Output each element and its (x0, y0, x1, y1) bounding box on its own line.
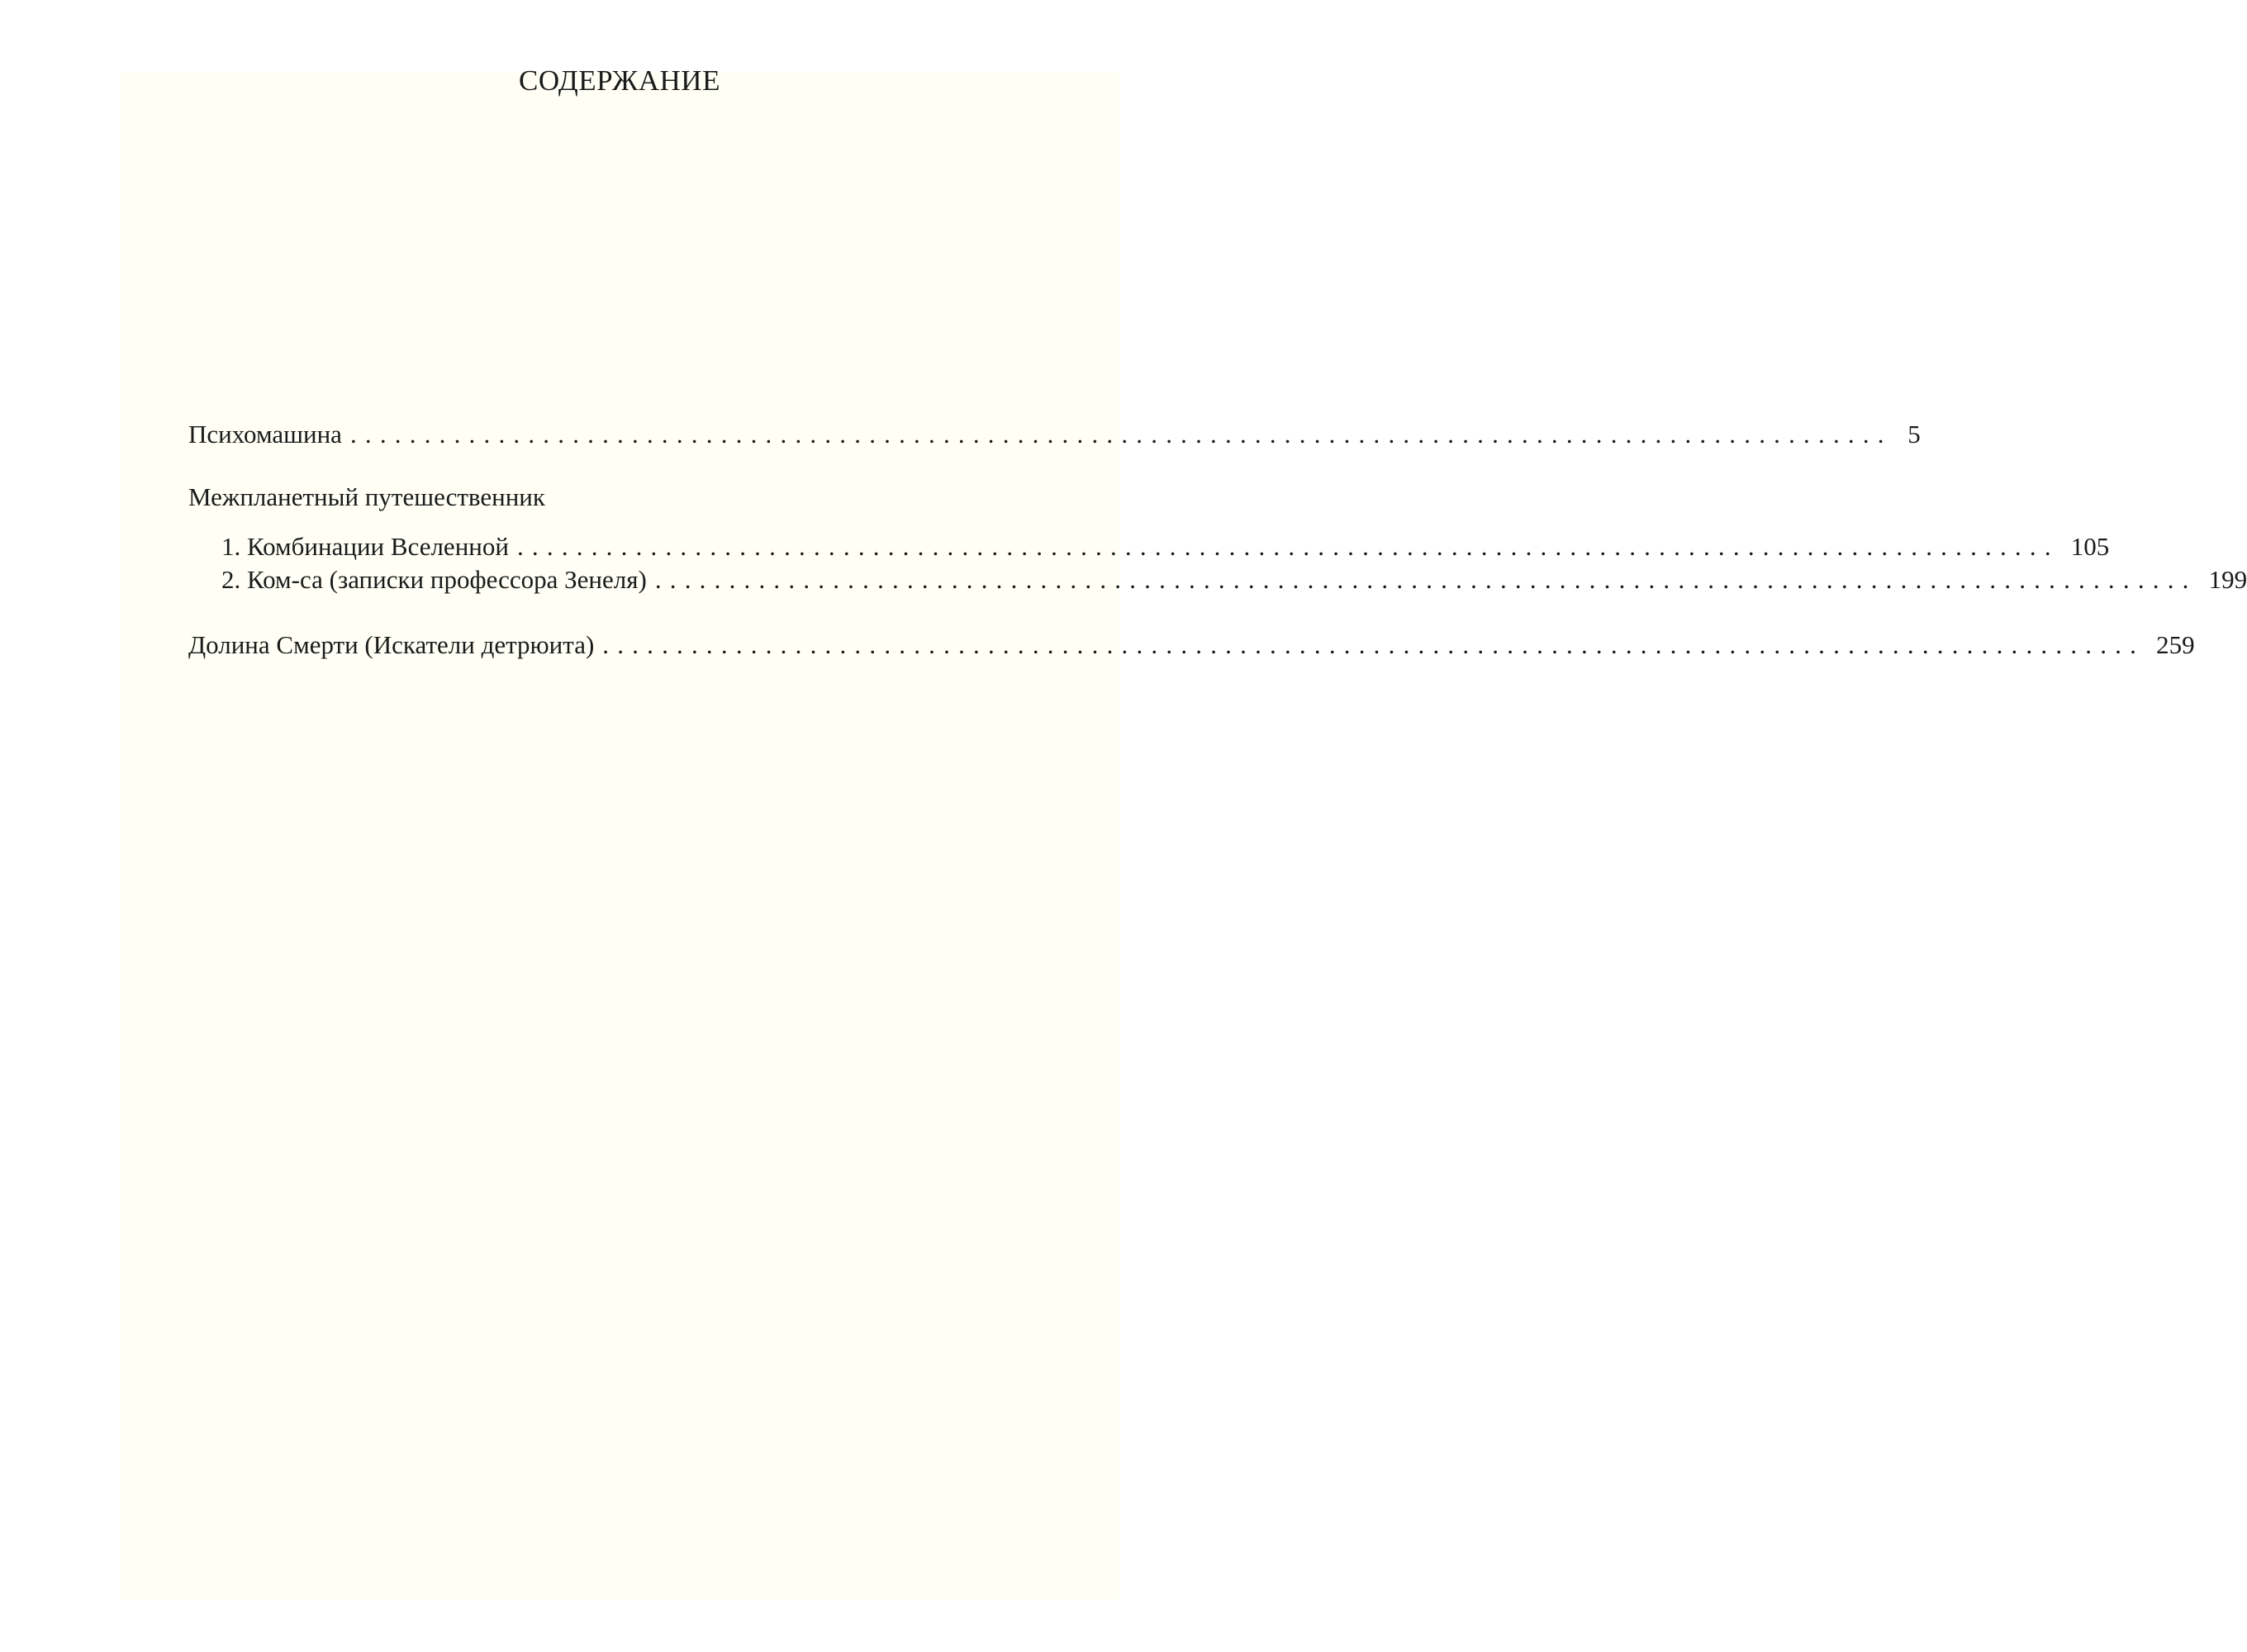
dot-leader: ........................................................................................................ (654, 565, 2197, 594)
toc-entry-interplanetary-traveler[interactable] (188, 482, 1049, 513)
toc-entry-page: 105 (2070, 532, 2110, 561)
toc-entry-page: 199 (2208, 565, 2247, 594)
toc-entry-title: 2. Ком-са (записки профессора Зенеля) (221, 565, 647, 594)
dot-leader: ........................................................................................................ (516, 532, 2059, 561)
toc-entry-death-valley[interactable] (188, 629, 2195, 661)
toc-entry-title: 1. Комбинации Вселенной (221, 532, 509, 561)
dot-leader: ........................................................................................................ (349, 420, 1893, 449)
toc-entry-title: Долина Смерти (Искатели детрюита) (188, 630, 595, 659)
page-sheet (120, 73, 1119, 1599)
toc-entry-page: 5 (1907, 420, 1921, 449)
toc-entry-title: Межпланетный путешественник (188, 482, 545, 511)
toc-heading: СОДЕРЖАНИЕ (519, 64, 720, 97)
toc-entry-title: Психомашина (188, 420, 342, 449)
toc-entry-universe-combinations[interactable] (221, 531, 2110, 563)
toc-entry-psychomachine[interactable] (188, 419, 1921, 450)
dot-leader: ........................................................................................................ (602, 630, 2145, 659)
toc-entry-page: 259 (2156, 630, 2195, 659)
toc-entry-komsa[interactable] (221, 564, 2247, 596)
